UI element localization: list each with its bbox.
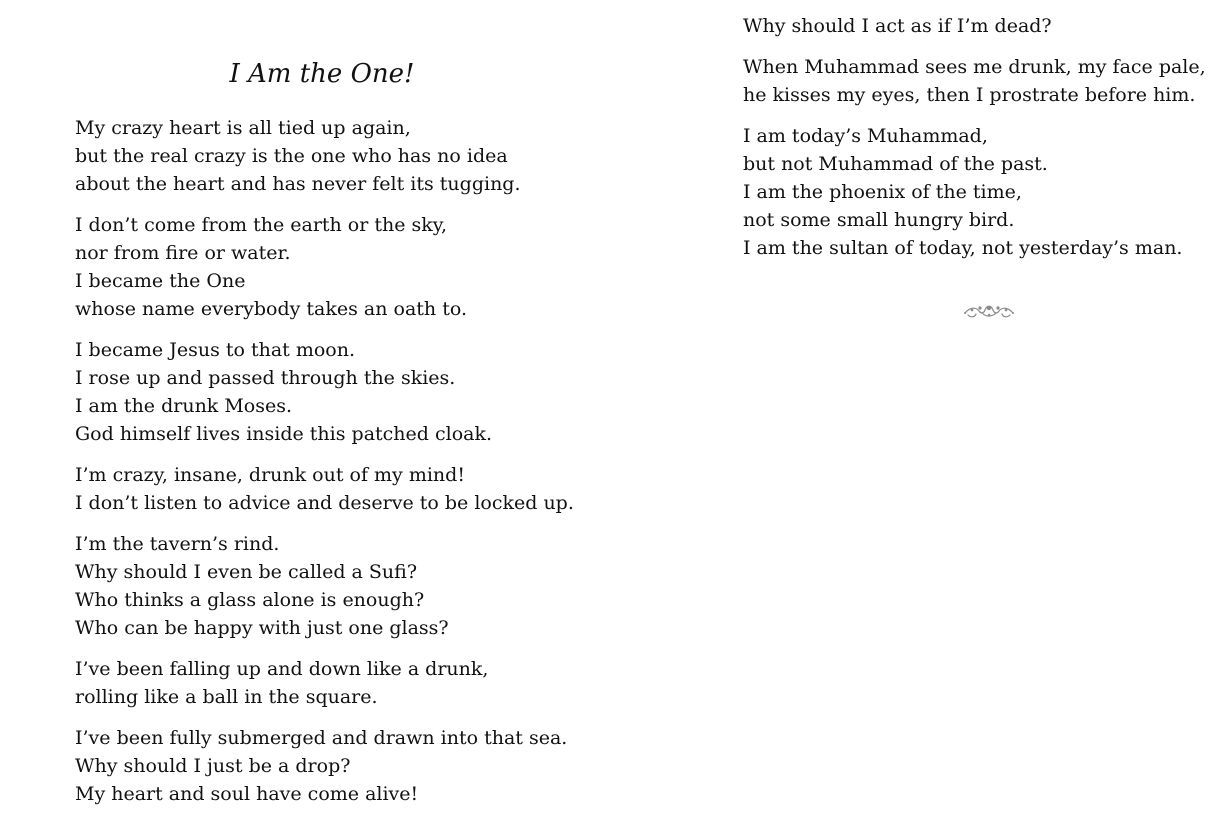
- stanza: [75, 461, 635, 517]
- floral-ornament-icon: [962, 300, 1016, 320]
- stanza: [743, 122, 1213, 262]
- poem-line: I rose up and passed through the skies.: [75, 367, 456, 389]
- poem-line: I became Jesus to that moon.: [75, 339, 356, 361]
- poem-line: I am today’s Muhammad,: [743, 125, 988, 147]
- poem-line: I became the One: [75, 270, 246, 292]
- poem-line: I’m the tavern’s rind.: [75, 533, 280, 555]
- stanza: [743, 53, 1213, 109]
- poem-line: about the heart and has never felt its tugging.: [75, 173, 521, 195]
- stanza: [75, 655, 635, 711]
- poem-line: I am the drunk Moses.: [75, 395, 293, 417]
- right-stanzas: [743, 12, 1213, 275]
- stanza: [75, 724, 635, 808]
- poem-line: but not Muhammad of the past.: [743, 153, 1048, 175]
- stanza: [75, 114, 635, 198]
- poem-line: but the real crazy is the one who has no idea: [75, 145, 508, 167]
- poem-line: I’ve been fully submerged and drawn into that sea.: [75, 727, 568, 749]
- poem-line: nor from fire or water.: [75, 242, 291, 264]
- stanza: [75, 211, 635, 323]
- poem-line: I am the sultan of today, not yesterday’s man.: [743, 237, 1183, 259]
- poem-line: Who thinks a glass alone is enough?: [75, 589, 425, 611]
- poem-line: My heart and soul have come alive!: [75, 783, 419, 805]
- poem-line: I’ve been falling up and down like a drunk,: [75, 658, 489, 680]
- poem-line: God himself lives inside this patched cloak.: [75, 423, 493, 445]
- poem-line: I don’t come from the earth or the sky,: [75, 214, 448, 236]
- poem-line: Why should I act as if I’m dead?: [743, 15, 1052, 37]
- stanza: [75, 336, 635, 448]
- poem-line: I am the phoenix of the time,: [743, 181, 1022, 203]
- poem-line: My crazy heart is all tied up again,: [75, 117, 411, 139]
- poem-line: he kisses my eyes, then I prostrate before him.: [743, 84, 1196, 106]
- poem-line: I’m crazy, insane, drunk out of my mind!: [75, 464, 465, 486]
- poem-line: I don’t listen to advice and deserve to be locked up.: [75, 492, 574, 514]
- poem-line: Why should I just be a drop?: [75, 755, 351, 777]
- stanza: [743, 12, 1213, 40]
- left-stanzas: [75, 114, 635, 821]
- poem-line: whose name everybody takes an oath to.: [75, 298, 467, 320]
- poem-line: Who can be happy with just one glass?: [75, 617, 449, 639]
- poem-line: When Muhammad sees me drunk, my face pale,: [743, 56, 1206, 78]
- poem-title: I Am the One!: [229, 59, 415, 89]
- poem-line: not some small hungry bird.: [743, 209, 1015, 231]
- stanza: [75, 530, 635, 642]
- poem-line: rolling like a ball in the square.: [75, 686, 378, 708]
- poem-line: Why should I even be called a Sufi?: [75, 561, 418, 583]
